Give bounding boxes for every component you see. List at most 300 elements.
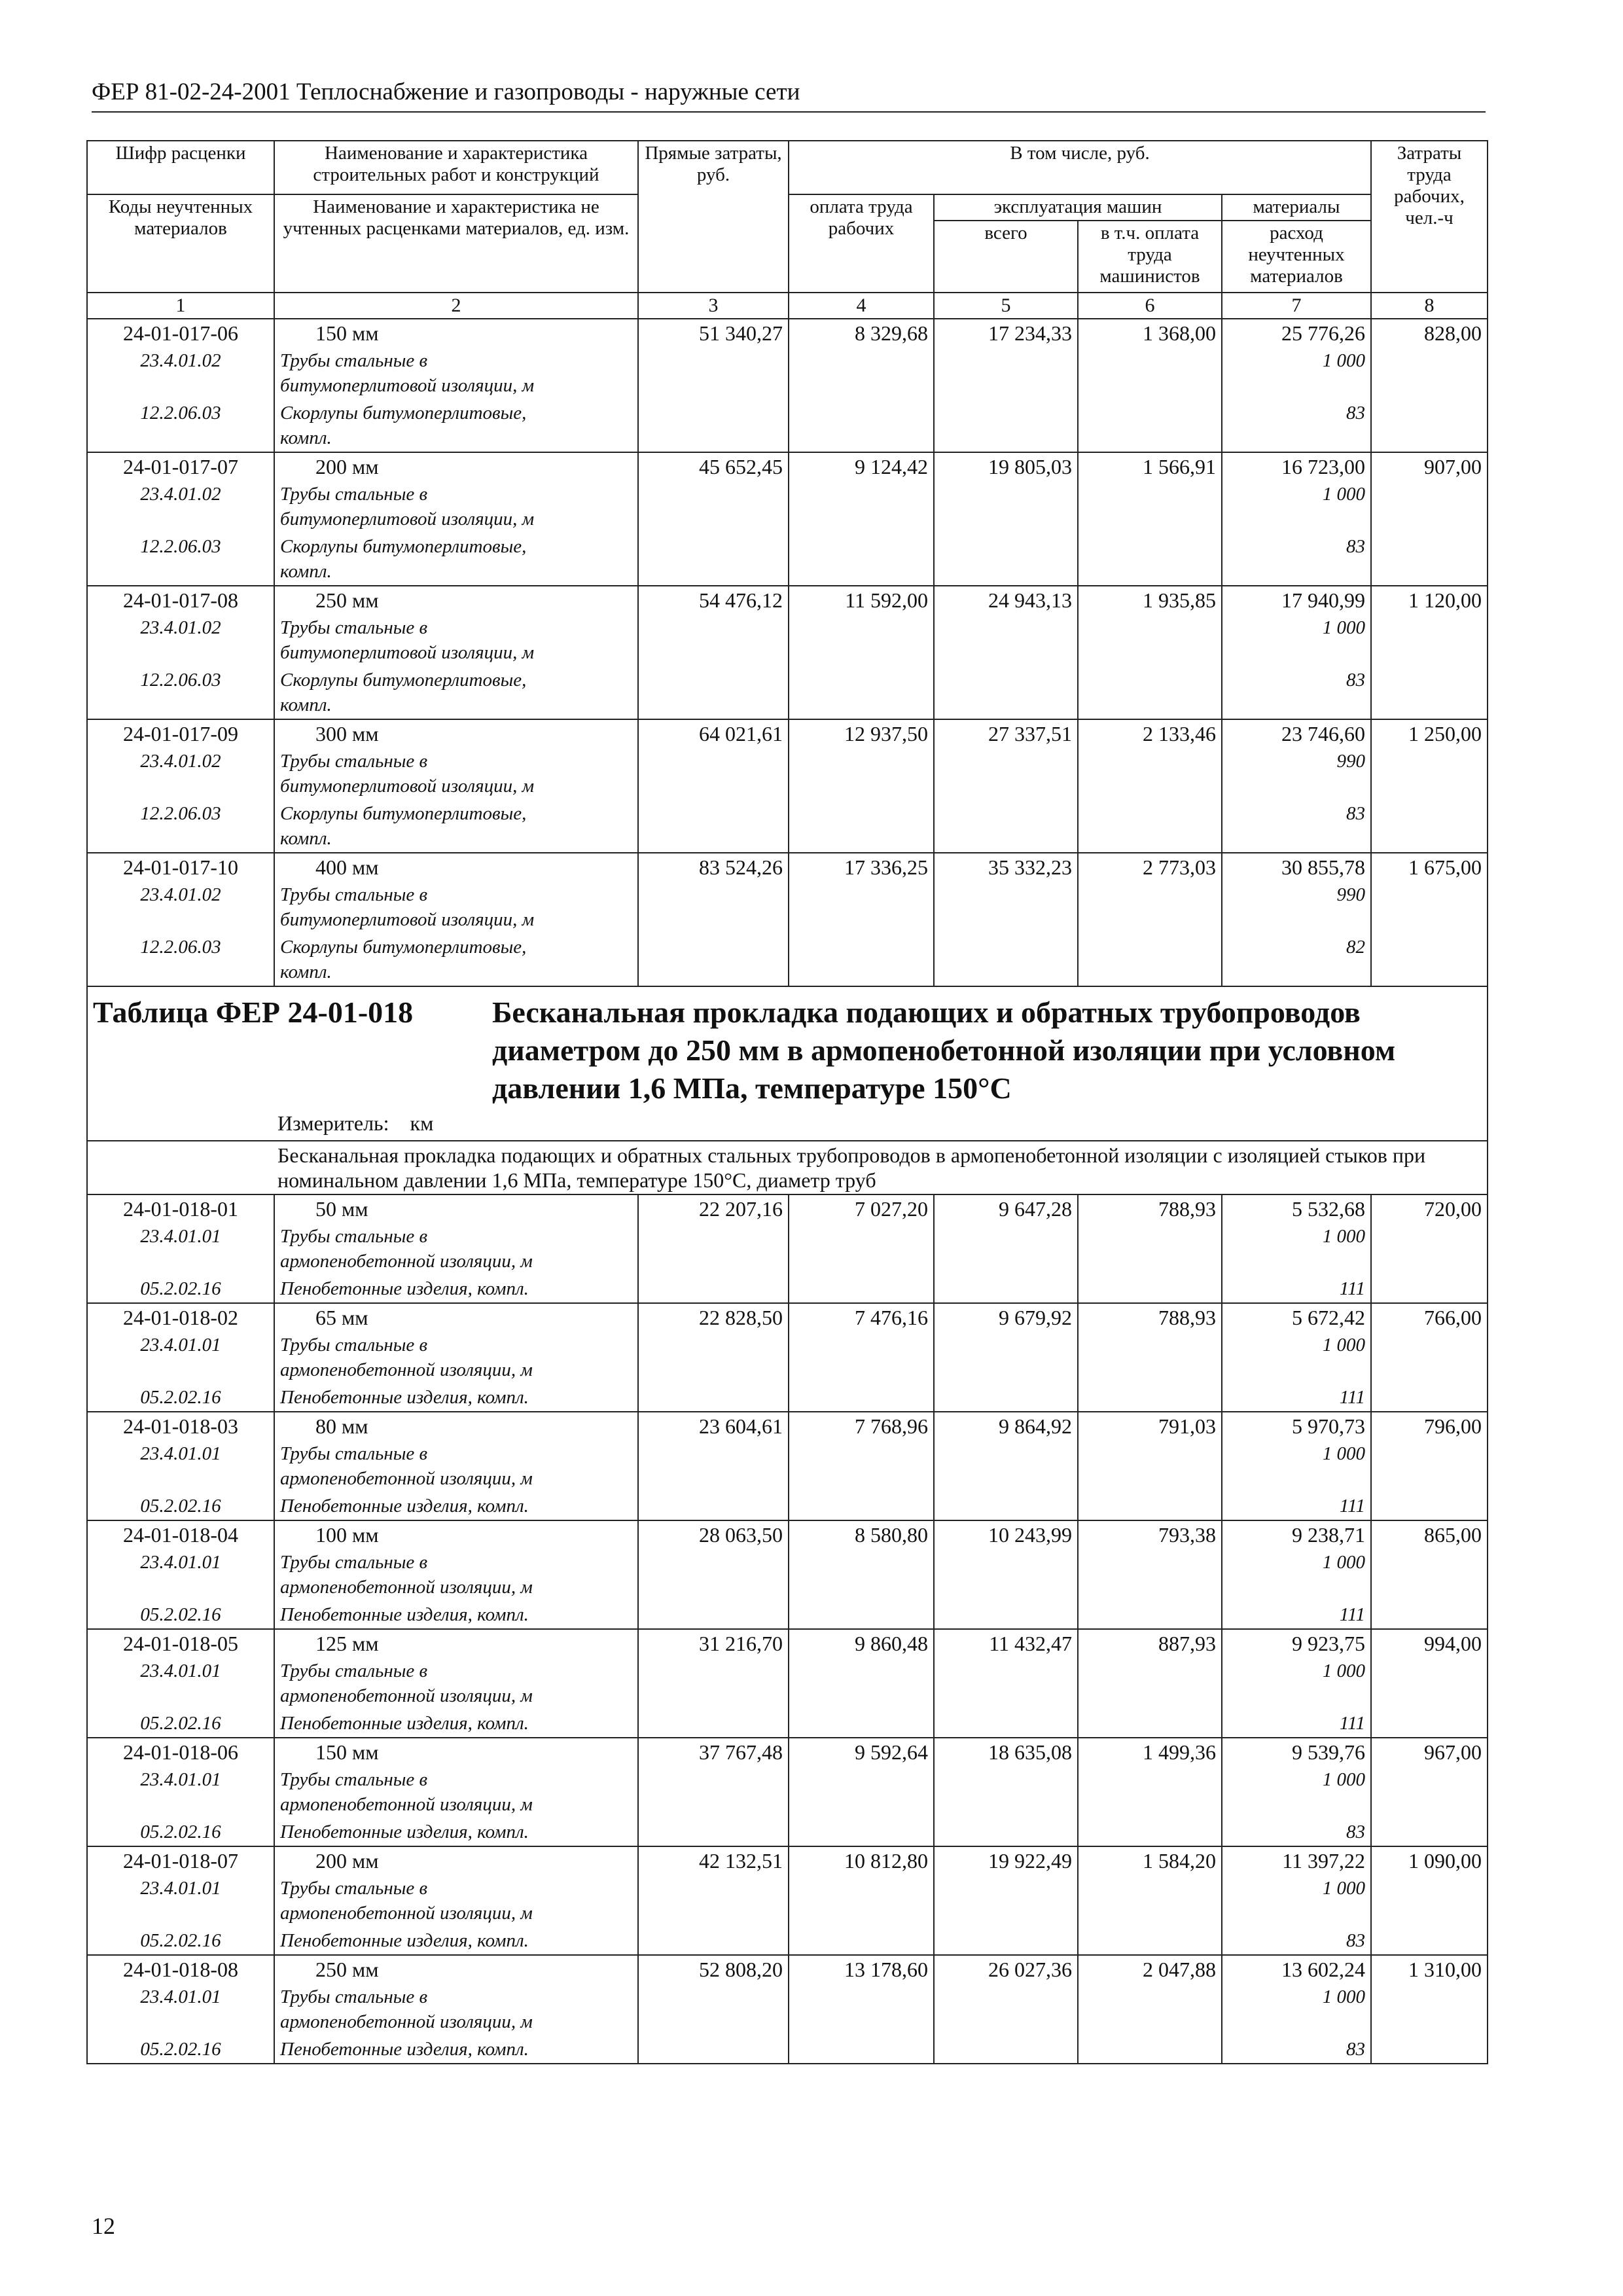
- material-name-line: Скорлупы битумоперлитовые,: [280, 803, 527, 824]
- material-code-text: 23.4.01.01: [140, 1986, 221, 2007]
- pipe-diameter: 150 мм: [315, 321, 379, 345]
- rate-name: [274, 1520, 638, 1549]
- empty-cell: [1078, 1223, 1222, 1275]
- material-name-line: Трубы стальные в: [280, 1878, 428, 1899]
- empty-cell: [934, 614, 1078, 666]
- rate-row: [87, 452, 1488, 480]
- labor-hours: 994,00: [1371, 1629, 1488, 1657]
- empty-cell: [789, 533, 934, 586]
- rate-name: [274, 319, 638, 347]
- empty-cell: [789, 933, 934, 986]
- materials-cost: 9 539,76: [1222, 1738, 1371, 1766]
- material-quantity-text: 83: [1346, 803, 1365, 824]
- machinist-wages: 1 368,00: [1078, 319, 1222, 347]
- material-code-text: 12.2.06.03: [140, 803, 221, 824]
- empty-cell: [934, 1710, 1078, 1738]
- column-number: 2: [274, 293, 638, 319]
- material-row: [87, 1440, 1488, 1492]
- material-code: [87, 1331, 274, 1384]
- machine-cost-total: 9 864,92: [934, 1412, 1078, 1440]
- empty-cell: [1371, 1927, 1488, 1955]
- material-name-line: Трубы стальные в: [280, 1552, 428, 1573]
- material-row: [87, 1492, 1488, 1520]
- machine-cost-total: 18 635,08: [934, 1738, 1078, 1766]
- column-numbers-row: [87, 293, 1488, 319]
- material-quantity: [1222, 533, 1371, 586]
- machinist-wages: 1 499,36: [1078, 1738, 1222, 1766]
- material-code-text: 23.4.01.01: [140, 1769, 221, 1790]
- material-name-line: Пенобетонные изделия, компл.: [280, 1387, 529, 1408]
- material-row: [87, 800, 1488, 853]
- empty-cell: [789, 1710, 934, 1738]
- material-row: [87, 933, 1488, 986]
- col-direct-header: Прямые затраты, руб.: [638, 141, 789, 293]
- pipe-diameter: 200 мм: [315, 1849, 379, 1873]
- worker-wages: 12 937,50: [789, 719, 934, 747]
- unit-of-measure: [93, 1107, 1482, 1136]
- empty-cell: [789, 1874, 934, 1927]
- rate-row: [87, 1194, 1488, 1223]
- labor-hours: 796,00: [1371, 1412, 1488, 1440]
- empty-cell: [934, 1766, 1078, 1818]
- empty-cell: [1371, 1601, 1488, 1629]
- material-code: [87, 1874, 274, 1927]
- empty-cell: [638, 1927, 789, 1955]
- empty-cell: [934, 1927, 1078, 1955]
- machine-cost-total: 24 943,13: [934, 586, 1078, 614]
- machinist-wages: 1 566,91: [1078, 452, 1222, 480]
- worker-wages: 11 592,00: [789, 586, 934, 614]
- material-code: [87, 1384, 274, 1412]
- rate-name: [274, 1955, 638, 1983]
- rate-code: 24-01-018-07: [87, 1846, 274, 1874]
- material-name-line: армопенобетонной изоляции, м: [280, 1359, 533, 1380]
- material-quantity-text: 83: [1346, 670, 1365, 691]
- direct-cost: 51 340,27: [638, 319, 789, 347]
- machine-cost-total: 19 805,03: [934, 452, 1078, 480]
- empty-cell: [638, 800, 789, 853]
- empty-cell: [934, 1331, 1078, 1384]
- material-code: [87, 347, 274, 399]
- pipe-diameter: 150 мм: [315, 1740, 379, 1764]
- material-row: [87, 747, 1488, 800]
- material-quantity-text: 1 000: [1322, 1660, 1365, 1681]
- material-name-line: компл.: [280, 694, 332, 715]
- empty-cell: [638, 747, 789, 800]
- material-quantity: [1222, 1384, 1371, 1412]
- materials-cost: 5 672,42: [1222, 1303, 1371, 1331]
- empty-cell: [1078, 1710, 1222, 1738]
- material-name-line: компл.: [280, 427, 332, 448]
- material-quantity: [1222, 881, 1371, 933]
- material-name-line: битумоперлитовой изоляции, м: [280, 375, 535, 396]
- material-quantity: [1222, 1657, 1371, 1710]
- empty-cell: [638, 1384, 789, 1412]
- empty-cell: [638, 1331, 789, 1384]
- empty-cell: [1371, 1384, 1488, 1412]
- material-name: [274, 1223, 638, 1275]
- machinist-wages: 887,93: [1078, 1629, 1222, 1657]
- work-description-cell: [87, 1141, 1488, 1194]
- empty-cell: [789, 1657, 934, 1710]
- empty-cell: [789, 1818, 934, 1846]
- material-row: [87, 480, 1488, 533]
- empty-cell: [934, 1983, 1078, 2036]
- material-code: [87, 1818, 274, 1846]
- empty-cell: [1371, 399, 1488, 452]
- material-code-text: 23.4.01.01: [140, 1226, 221, 1247]
- pipe-diameter: 125 мм: [315, 1632, 379, 1655]
- empty-cell: [1371, 480, 1488, 533]
- machine-cost-total: 19 922,49: [934, 1846, 1078, 1874]
- labor-hours: 1 310,00: [1371, 1955, 1488, 1983]
- material-quantity: [1222, 666, 1371, 719]
- materials-cost: 9 238,71: [1222, 1520, 1371, 1549]
- rate-code: 24-01-018-05: [87, 1629, 274, 1657]
- empty-cell: [934, 800, 1078, 853]
- machinist-wages: 793,38: [1078, 1520, 1222, 1549]
- empty-cell: [1371, 1331, 1488, 1384]
- material-code: [87, 1223, 274, 1275]
- col-mach-total-header: всего: [934, 221, 1078, 293]
- empty-cell: [638, 1874, 789, 1927]
- material-name-line: Пенобетонные изделия, компл.: [280, 1713, 529, 1734]
- labor-hours: 1 675,00: [1371, 853, 1488, 881]
- empty-cell: [934, 533, 1078, 586]
- empty-cell: [638, 399, 789, 452]
- material-name: [274, 1818, 638, 1846]
- pipe-diameter: 100 мм: [315, 1523, 379, 1547]
- material-name: [274, 1384, 638, 1412]
- material-row: [87, 533, 1488, 586]
- material-code-text: 05.2.02.16: [140, 1821, 221, 1842]
- material-row: [87, 666, 1488, 719]
- column-number: 7: [1222, 293, 1371, 319]
- direct-cost: 31 216,70: [638, 1629, 789, 1657]
- material-code-text: 05.2.02.16: [140, 2039, 221, 2060]
- empty-cell: [934, 2036, 1078, 2064]
- direct-cost: 22 207,16: [638, 1194, 789, 1223]
- material-quantity: [1222, 1818, 1371, 1846]
- direct-cost: 54 476,12: [638, 586, 789, 614]
- material-name-line: Скорлупы битумоперлитовые,: [280, 670, 527, 691]
- material-name: [274, 347, 638, 399]
- column-number: 5: [934, 293, 1078, 319]
- empty-cell: [934, 1492, 1078, 1520]
- col-materials-sub-header: расход неучтенных материалов: [1222, 221, 1371, 293]
- empty-cell: [934, 347, 1078, 399]
- empty-cell: [1078, 666, 1222, 719]
- material-name: [274, 1766, 638, 1818]
- empty-cell: [789, 1983, 934, 2036]
- col-code-sub-header: Коды неучтенных материалов: [87, 194, 274, 293]
- pipe-diameter: 250 мм: [315, 1958, 379, 1981]
- material-row: [87, 881, 1488, 933]
- pipe-diameter: 400 мм: [315, 855, 379, 879]
- direct-cost: 64 021,61: [638, 719, 789, 747]
- material-row: [87, 1657, 1488, 1710]
- unit-value: км: [410, 1111, 434, 1135]
- empty-cell: [934, 1223, 1078, 1275]
- table-title-cell: [87, 986, 1488, 1141]
- machinist-wages: 1 584,20: [1078, 1846, 1222, 1874]
- material-name: [274, 1440, 638, 1492]
- column-number: 1: [87, 293, 274, 319]
- worker-wages: 7 768,96: [789, 1412, 934, 1440]
- material-name-line: Пенобетонные изделия, компл.: [280, 2039, 529, 2060]
- material-name: [274, 666, 638, 719]
- empty-cell: [1078, 1818, 1222, 1846]
- col-name-sub-header: Наименование и характеристика не учтенных расценками материалов, ед. изм.: [274, 194, 638, 293]
- material-name: [274, 480, 638, 533]
- empty-cell: [1371, 2036, 1488, 2064]
- machinist-wages: 2 047,88: [1078, 1955, 1222, 1983]
- empty-cell: [1078, 533, 1222, 586]
- rate-code: 24-01-018-02: [87, 1303, 274, 1331]
- rate-row: [87, 1738, 1488, 1766]
- labor-hours: 828,00: [1371, 319, 1488, 347]
- machinist-wages: 788,93: [1078, 1194, 1222, 1223]
- empty-cell: [1371, 933, 1488, 986]
- material-quantity-text: 111: [1339, 1387, 1365, 1408]
- rate-code: 24-01-018-01: [87, 1194, 274, 1223]
- rate-code: 24-01-017-06: [87, 319, 274, 347]
- empty-cell: [789, 666, 934, 719]
- empty-cell: [638, 1818, 789, 1846]
- materials-cost: 30 855,78: [1222, 853, 1371, 881]
- empty-cell: [789, 399, 934, 452]
- empty-cell: [638, 1766, 789, 1818]
- col-labor-header: Затраты труда рабочих, чел.-ч: [1371, 141, 1488, 293]
- material-quantity-text: 83: [1346, 1930, 1365, 1951]
- material-code: [87, 1440, 274, 1492]
- material-name-line: Трубы стальные в: [280, 617, 428, 638]
- material-quantity-text: 83: [1346, 536, 1365, 557]
- col-code-header: Шифр расценки: [87, 141, 274, 194]
- material-quantity-text: 111: [1339, 1604, 1365, 1625]
- rate-name: [274, 586, 638, 614]
- material-name-line: компл.: [280, 961, 332, 982]
- machinist-wages: 791,03: [1078, 1412, 1222, 1440]
- material-name-line: Скорлупы битумоперлитовые,: [280, 536, 527, 557]
- empty-cell: [789, 1275, 934, 1303]
- material-name-line: Трубы стальные в: [280, 1335, 428, 1355]
- material-name-line: Трубы стальные в: [280, 1443, 428, 1464]
- machine-cost-total: 27 337,51: [934, 719, 1078, 747]
- empty-cell: [1371, 1549, 1488, 1601]
- empty-cell: [934, 666, 1078, 719]
- empty-cell: [638, 614, 789, 666]
- material-code-text: 05.2.02.16: [140, 1604, 221, 1625]
- empty-cell: [1371, 1223, 1488, 1275]
- material-code-text: 23.4.01.02: [140, 350, 221, 371]
- material-name-line: Пенобетонные изделия, компл.: [280, 1821, 529, 1842]
- material-name-line: Трубы стальные в: [280, 484, 428, 505]
- material-quantity: [1222, 933, 1371, 986]
- material-quantity: [1222, 1601, 1371, 1629]
- materials-cost: 5 970,73: [1222, 1412, 1371, 1440]
- worker-wages: 9 860,48: [789, 1629, 934, 1657]
- material-quantity: [1222, 1275, 1371, 1303]
- empty-cell: [789, 1601, 934, 1629]
- empty-cell: [934, 747, 1078, 800]
- empty-cell: [1371, 800, 1488, 853]
- machine-cost-total: 17 234,33: [934, 319, 1078, 347]
- empty-cell: [638, 933, 789, 986]
- empty-cell: [934, 1384, 1078, 1412]
- column-number: 8: [1371, 293, 1488, 319]
- empty-cell: [1078, 1874, 1222, 1927]
- direct-cost: 28 063,50: [638, 1520, 789, 1549]
- material-code: [87, 1983, 274, 2036]
- empty-cell: [1371, 1440, 1488, 1492]
- machine-cost-total: 35 332,23: [934, 853, 1078, 881]
- pipe-diameter: 65 мм: [315, 1306, 368, 1329]
- col-name-header: Наименование и характеристика строительных работ и конструкций: [274, 141, 638, 194]
- material-row: [87, 1818, 1488, 1846]
- empty-cell: [934, 1818, 1078, 1846]
- empty-cell: [789, 747, 934, 800]
- material-row: [87, 1601, 1488, 1629]
- materials-cost: 11 397,22: [1222, 1846, 1371, 1874]
- material-name-line: армопенобетонной изоляции, м: [280, 1685, 533, 1706]
- empty-cell: [638, 1440, 789, 1492]
- empty-cell: [1078, 800, 1222, 853]
- material-quantity-text: 990: [1336, 884, 1365, 905]
- material-code-text: 23.4.01.01: [140, 1878, 221, 1899]
- table-title-block: [93, 994, 1482, 1107]
- material-quantity-text: 1 000: [1322, 484, 1365, 505]
- worker-wages: 8 580,80: [789, 1520, 934, 1549]
- rate-code: 24-01-017-07: [87, 452, 274, 480]
- empty-cell: [1371, 881, 1488, 933]
- empty-cell: [1078, 1549, 1222, 1601]
- empty-cell: [789, 480, 934, 533]
- col-incl-header: В том числе, руб.: [789, 141, 1371, 194]
- empty-cell: [934, 1440, 1078, 1492]
- empty-cell: [789, 881, 934, 933]
- material-quantity-text: 83: [1346, 2039, 1365, 2060]
- material-quantity-text: 1 000: [1322, 1335, 1365, 1355]
- material-row: [87, 1874, 1488, 1927]
- empty-cell: [638, 1983, 789, 2036]
- material-name-line: Трубы стальные в: [280, 1986, 428, 2007]
- direct-cost: 22 828,50: [638, 1303, 789, 1331]
- material-name-line: Трубы стальные в: [280, 884, 428, 905]
- material-quantity: [1222, 614, 1371, 666]
- material-name: [274, 1331, 638, 1384]
- empty-cell: [1371, 1818, 1488, 1846]
- material-name: [274, 399, 638, 452]
- empty-cell: [934, 933, 1078, 986]
- material-quantity-text: 1 000: [1322, 1769, 1365, 1790]
- rate-row: [87, 1629, 1488, 1657]
- worker-wages: 9 592,64: [789, 1738, 934, 1766]
- empty-cell: [638, 881, 789, 933]
- material-row: [87, 1983, 1488, 2036]
- material-code-text: 23.4.01.02: [140, 617, 221, 638]
- rate-name: [274, 1194, 638, 1223]
- material-quantity: [1222, 2036, 1371, 2064]
- material-name-line: Трубы стальные в: [280, 751, 428, 772]
- material-code-text: 12.2.06.03: [140, 403, 221, 423]
- empty-cell: [1078, 881, 1222, 933]
- rate-name: [274, 1412, 638, 1440]
- rate-name: [274, 452, 638, 480]
- material-name: [274, 1657, 638, 1710]
- empty-cell: [1078, 614, 1222, 666]
- empty-cell: [1078, 747, 1222, 800]
- materials-cost: 13 602,24: [1222, 1955, 1371, 1983]
- rate-row: [87, 719, 1488, 747]
- material-name-line: битумоперлитовой изоляции, м: [280, 642, 535, 663]
- column-number: 6: [1078, 293, 1222, 319]
- empty-cell: [934, 480, 1078, 533]
- rate-code: 24-01-017-10: [87, 853, 274, 881]
- rate-code: 24-01-018-04: [87, 1520, 274, 1549]
- material-code: [87, 533, 274, 586]
- materials-cost: 17 940,99: [1222, 586, 1371, 614]
- materials-cost: 16 723,00: [1222, 452, 1371, 480]
- direct-cost: 42 132,51: [638, 1846, 789, 1874]
- empty-cell: [789, 1384, 934, 1412]
- labor-hours: 1 090,00: [1371, 1846, 1488, 1874]
- empty-cell: [1371, 1657, 1488, 1710]
- material-quantity: [1222, 347, 1371, 399]
- material-quantity-text: 83: [1346, 1821, 1365, 1842]
- header-row-1: [87, 141, 1488, 194]
- material-name-line: Пенобетонные изделия, компл.: [280, 1278, 529, 1299]
- material-code-text: 12.2.06.03: [140, 536, 221, 557]
- material-quantity: [1222, 747, 1371, 800]
- material-row: [87, 399, 1488, 452]
- empty-cell: [934, 1275, 1078, 1303]
- rate-row: [87, 1846, 1488, 1874]
- material-code-text: 05.2.02.16: [140, 1930, 221, 1951]
- material-name: [274, 747, 638, 800]
- empty-cell: [1371, 1710, 1488, 1738]
- direct-cost: 83 524,26: [638, 853, 789, 881]
- worker-wages: 8 329,68: [789, 319, 934, 347]
- material-name: [274, 1549, 638, 1601]
- empty-cell: [638, 666, 789, 719]
- empty-cell: [1371, 1766, 1488, 1818]
- material-name-line: Скорлупы битумоперлитовые,: [280, 403, 527, 423]
- table-title: Бесканальная прокладка подающих и обратных трубопроводов диаметром до 250 мм в армопенобетонной изоляции при условном давлении 1,6 МПа, температуре 150°С: [492, 996, 1396, 1105]
- col-mach-wages-header: в т.ч. оплата труда машинистов: [1078, 221, 1222, 293]
- labor-hours: 865,00: [1371, 1520, 1488, 1549]
- material-name-line: компл.: [280, 828, 332, 849]
- empty-cell: [1371, 1275, 1488, 1303]
- empty-cell: [1078, 399, 1222, 452]
- material-row: [87, 1384, 1488, 1412]
- work-description-row: [87, 1141, 1488, 1194]
- material-name-line: Пенобетонные изделия, компл.: [280, 1496, 529, 1516]
- material-name: [274, 800, 638, 853]
- empty-cell: [934, 1657, 1078, 1710]
- labor-hours: 766,00: [1371, 1303, 1488, 1331]
- material-name: [274, 2036, 638, 2064]
- material-quantity-text: 83: [1346, 403, 1365, 423]
- machinist-wages: 788,93: [1078, 1303, 1222, 1331]
- material-row: [87, 1275, 1488, 1303]
- material-code-text: 23.4.01.02: [140, 884, 221, 905]
- empty-cell: [1078, 1601, 1222, 1629]
- pipe-diameter: 50 мм: [315, 1197, 368, 1221]
- empty-cell: [638, 1223, 789, 1275]
- empty-cell: [1078, 1492, 1222, 1520]
- material-quantity-text: 1 000: [1322, 617, 1365, 638]
